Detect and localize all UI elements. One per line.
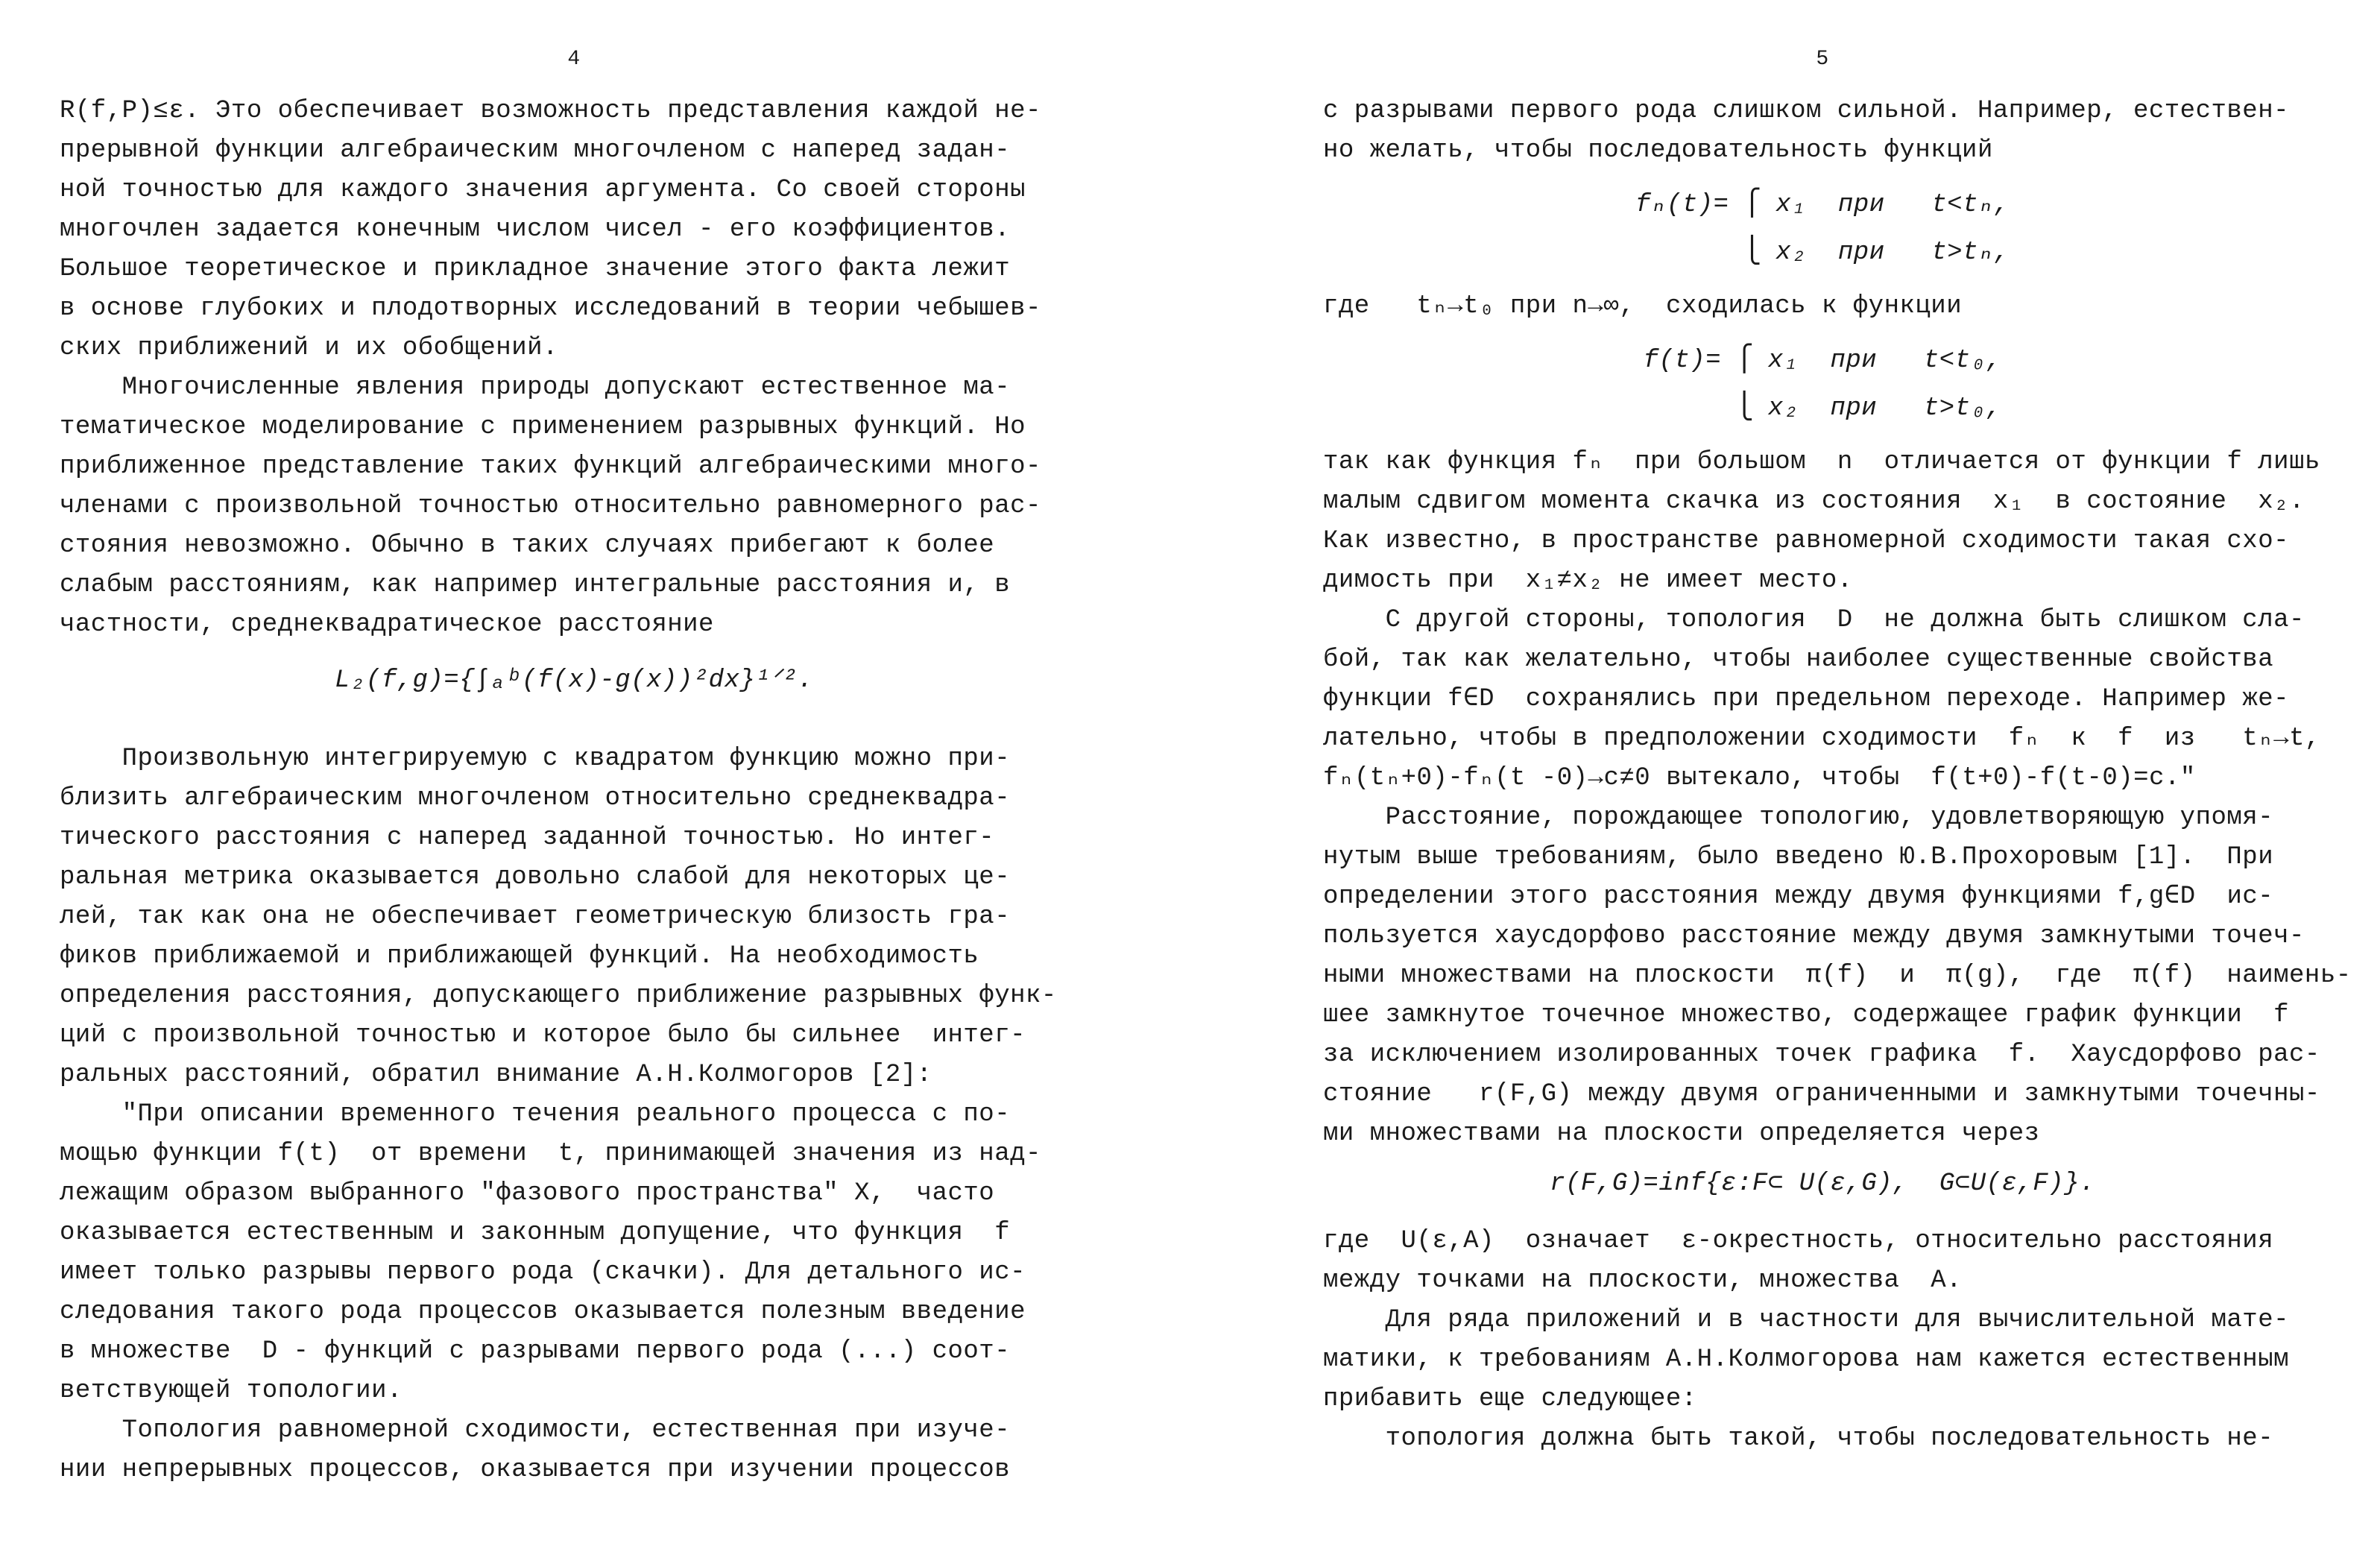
text-line: прерывной функции алгебраическим многочленом с наперед задан- bbox=[60, 136, 1011, 165]
text-line: за исключением изолированных точек графика f. Хаусдорфово рас- bbox=[1323, 1041, 2320, 1069]
paragraph-block-4 bbox=[1323, 1222, 2322, 1459]
text-line: слабым расстояниям, как например интегральные расстояния и, в bbox=[60, 571, 1011, 599]
text-line: С другой стороны, топология D не должна быть слишком сла- bbox=[1323, 606, 2305, 634]
text-line: лей, так как она не обеспечивает геометрическую близость гра- bbox=[60, 903, 1011, 931]
text-line: малым сдвигом момента скачка из состояния x₁ в состояние x₂. bbox=[1323, 488, 2305, 516]
page-number: 4 bbox=[567, 48, 581, 71]
text-line: стояние r(F,G) между двумя ограниченными и замкнутыми точечны- bbox=[1323, 1080, 2320, 1108]
text-line: лательно, чтобы в предположении сходимости fₙ к f из tₙ→t, bbox=[1323, 725, 2320, 753]
page-number: 5 bbox=[1816, 48, 1829, 71]
text-line: fₙ(tₙ+0)-fₙ(t -0)→c≠0 вытекало, чтобы f(t+0)-f(t-0)=c." bbox=[1323, 764, 2196, 792]
text-line: Для ряда приложений и в частности для вычислительной мате- bbox=[1323, 1306, 2290, 1334]
text-line: ских приближений и их обобщений. bbox=[60, 334, 558, 362]
text-line: имеет только разрывы первого рода (скачки). Для детального ис- bbox=[60, 1258, 1026, 1287]
text-line: Расстояние, порождающее топологию, удовлетворяющую упомя- bbox=[1323, 804, 2274, 832]
text-line: Многочисленные явления природы допускают естественное ма- bbox=[60, 373, 1011, 402]
text-line: димость при x₁≠x₂ не имеет место. bbox=[1323, 567, 1853, 595]
formula-fn-piecewise: fₙ(t)= ⎧ x₁ при t<tₙ, ⎩ x₂ при t>tₙ, bbox=[1635, 191, 2010, 267]
text-line: бой, так как желательно, чтобы наиболее существенные свойства bbox=[1323, 646, 2274, 674]
paragraph-block-3 bbox=[1323, 443, 2352, 1154]
text-line: R(f,P)≤ε. Это обеспечивает возможность представления каждой не- bbox=[60, 97, 1041, 125]
text-line: где U(ε,A) означает ε-окрестность, относительно расстояния bbox=[1323, 1227, 2274, 1255]
page-left bbox=[60, 0, 1088, 1552]
text-line: нутым выше требованиям, было введено Ю.В.Прохоровым [1]. При bbox=[1323, 843, 2274, 871]
page-body bbox=[1323, 92, 2352, 1459]
text-line: между точками на плоскости, множества A. bbox=[1323, 1266, 1963, 1295]
text-line: фиков приближаемой и приближающей функций. На необходимость bbox=[60, 942, 979, 971]
paragraph-block-1 bbox=[60, 92, 1088, 645]
paragraph-block-2 bbox=[60, 739, 1088, 1490]
text-line: ций с произвольной точностью и которое было бы сильнее интег- bbox=[60, 1021, 1026, 1050]
text-line: приближенное представление таких функций алгебраическими много- bbox=[60, 452, 1041, 481]
page-body bbox=[60, 92, 1088, 1490]
text-line: функции f∈D сохранялись при предельном переходе. Например же- bbox=[1323, 685, 2290, 713]
text-line: прибавить еще следующее: bbox=[1323, 1385, 1697, 1413]
formula-l2-distance: L₂(f,g)={∫ₐᵇ(f(x)-g(x))²dx}¹ᐟ². bbox=[335, 666, 813, 695]
page-right bbox=[1323, 0, 2352, 1552]
text-line: с разрывами первого рода слишком сильной. Например, естествен- bbox=[1323, 97, 2290, 125]
text-line: топология должна быть такой, чтобы последовательность не- bbox=[1323, 1425, 2274, 1453]
text-line: многочлен задается конечным числом чисел - его коэффициентов. bbox=[60, 215, 1011, 244]
text-line: членами с произвольной точностью относительно равномерного рас- bbox=[60, 492, 1041, 520]
text-line: лежащим образом выбранного "фазового пространства" X, часто bbox=[60, 1179, 995, 1208]
text-line: Как известно, в пространстве равномерной сходимости такая схо- bbox=[1323, 527, 2290, 555]
text-line: нии непрерывных процессов, оказывается при изучении процессов bbox=[60, 1456, 1011, 1484]
text-line: ральная метрика оказывается довольно слабой для некоторых це- bbox=[60, 863, 1011, 892]
text-line: стояния невозможно. Обычно в таких случаях прибегают к более bbox=[60, 531, 995, 560]
text-line: шее замкнутое точечное множество, содержащее график функции f bbox=[1323, 1001, 2290, 1029]
text-line: ми множествами на плоскости определяется через bbox=[1323, 1120, 2040, 1148]
text-line: в основе глубоких и плодотворных исследований в теории чебышев- bbox=[60, 294, 1041, 323]
text-line: но желать, чтобы последовательность функций bbox=[1323, 136, 1993, 165]
text-line: ральных расстояний, обратил внимание А.Н.Колмогоров [2]: bbox=[60, 1061, 932, 1089]
text-line: тематическое моделирование с применением разрывных функций. Но bbox=[60, 413, 1026, 441]
text-line: мощью функции f(t) от времени t, принимающей значения из над- bbox=[60, 1140, 1041, 1168]
text-line: Топология равномерной сходимости, естественная при изуче- bbox=[60, 1416, 1011, 1445]
text-line: ными множествами на плоскости π(f) и π(g), где π(f) наимень- bbox=[1323, 962, 2352, 990]
text-line: ветствующей топологии. bbox=[60, 1377, 403, 1405]
text-line: в множестве D - функций с разрывами первого рода (...) соот- bbox=[60, 1337, 1011, 1366]
text-line: определении этого расстояния между двумя функциями f,g∈D ис- bbox=[1323, 883, 2274, 911]
text-line: так как функция fₙ при большом n отличается от функции f лишь bbox=[1323, 448, 2320, 476]
text-line: "При описании временного течения реального процесса с по- bbox=[60, 1100, 1011, 1129]
text-line: пользуется хаусдорфово расстояние между двумя замкнутыми точеч- bbox=[1323, 922, 2305, 950]
text-line: следования такого рода процессов оказывается полезным введение bbox=[60, 1298, 1026, 1326]
text-line: близить алгебраическим многочленом относительно среднеквадра- bbox=[60, 784, 1011, 813]
text-line: определения расстояния, допускающего приближение разрывных функ- bbox=[60, 982, 1057, 1010]
text-line: Произвольную интегрируемую с квадратом функцию можно при- bbox=[60, 745, 1011, 773]
text-line: матики, к требованиям А.Н.Колмогорова нам кажется естественным bbox=[1323, 1346, 2290, 1374]
text-line: где tₙ→t₀ при n→∞, сходилась к функции bbox=[1323, 292, 1963, 321]
text-line: Большое теоретическое и прикладное значение этого факта лежит bbox=[60, 255, 1011, 283]
text-line: оказывается естественным и законным допущение, что функция f bbox=[60, 1219, 1011, 1247]
formula-hausdorff-distance: r(F,G)=inf{ε:F⊂ U(ε,G), G⊂U(ε,F)}. bbox=[1550, 1170, 2095, 1198]
formula-f-piecewise: f(t)= ⎧ x₁ при t<t₀, ⎩ x₂ при t>t₀, bbox=[1643, 347, 2002, 423]
text-line: ной точностью для каждого значения аргумента. Со своей стороны bbox=[60, 176, 1026, 204]
text-line: тического расстояния с наперед заданной точностью. Но интег- bbox=[60, 824, 995, 852]
text-line: частности, среднеквадратическое расстояние bbox=[60, 611, 714, 639]
